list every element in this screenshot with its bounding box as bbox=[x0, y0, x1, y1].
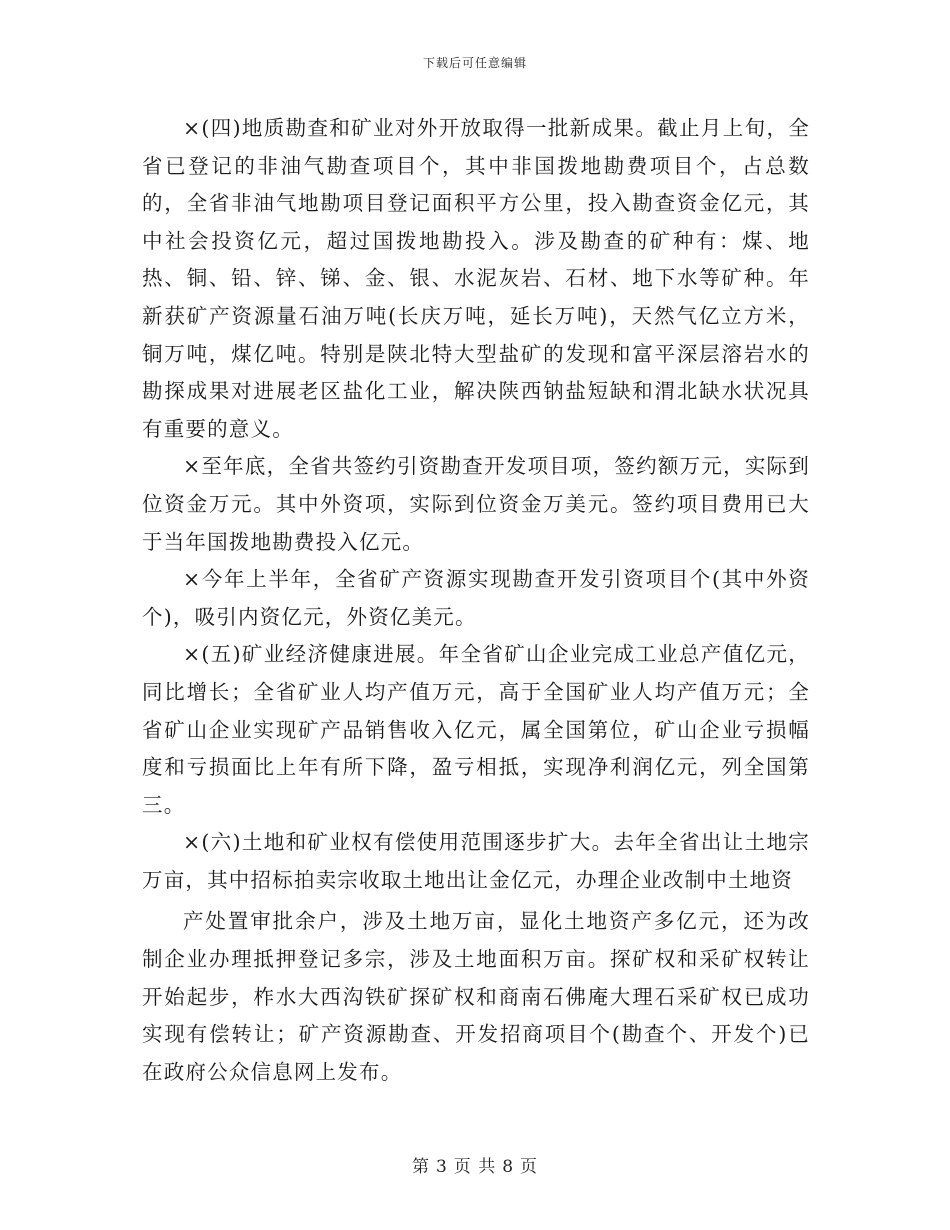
page-number-footer bbox=[0, 1152, 950, 1177]
paragraph-geological-survey: ×(四)地质勘查和矿业对外开放取得一批新成果。截止月上旬，全省已登记的非油气勘查项目个，其中非国拨地勘费项目个，占总数的，全省非油气地勘项目登记面积平方公里，投入勘查资金亿元，其中社会投资亿元，超过国拨地勘投入。涉及勘查的矿种有：煤、地热、铜、铅、锌、锑、金、银、水泥灰岩、石材、地下水等矿种。年新获矿产资源量石油万吨(长庆万吨，延长万吨)，天然气亿立方米，铜万吨，煤亿吨。特别是陕北特大型盐矿的发现和富平深层溶岩水的勘探成果对进展老区盐化工业，解决陕西钠盐短缺和渭北缺水状况具有重要的意义。 bbox=[142, 116, 810, 441]
paragraph-first-half-year: ×今年上半年，全省矿产资源实现勘查开发引资项目个(其中外资个)，吸引内资亿元，外资亿美元。 bbox=[142, 567, 810, 629]
page-header-note: 下载后可任意编辑 bbox=[422, 56, 527, 70]
paragraph-land-mining-rights: ×(六)土地和矿业权有偿使用范围逐步扩大。去年全省出让土地宗万亩，其中招标拍卖宗收取土地出让金亿元，办理企业改制中土地资 bbox=[142, 830, 810, 892]
footer-middle: 页 共 bbox=[453, 1157, 497, 1177]
paragraph-land-mining-rights-continued: 产处置审批余户，涉及土地万亩，显化土地资产多亿元，还为改制企业办理抵押登记多宗，涉及土地面积万亩。探矿权和采矿权转让开始起步，柞水大西沟铁矿探矿权和商南石佛庵大理石采矿权已成功实现有偿转让；矿产资源勘查、开发招商项目个(勘查个、开发个)已在政府公众信息网上发布。 bbox=[142, 909, 810, 1084]
paragraph-mining-economy: ×(五)矿业经济健康进展。年全省矿山企业完成工业总产值亿元，同比增长；全省矿业人均产值万元，高于全国矿业人均产值万元；全省矿山企业实现矿产品销售收入亿元，属全国第位，矿山企业亏损幅度和亏损面比上年有所下降，盈亏相抵，实现净利润亿元，列全国第三。 bbox=[142, 642, 810, 817]
footer-suffix: 页 bbox=[520, 1157, 539, 1177]
total-pages-number: 8 bbox=[502, 1157, 515, 1177]
footer-prefix: 第 bbox=[411, 1157, 430, 1177]
paragraph-investment-year-end: ×至年底，全省共签约引资勘查开发项目项，签约额万元，实际到位资金万元。其中外资项，实际到位资金万美元。签约项目费用已大于当年国拨地勘费投入亿元。 bbox=[142, 454, 810, 554]
current-page-number: 3 bbox=[435, 1157, 448, 1177]
document-body bbox=[142, 110, 810, 1091]
